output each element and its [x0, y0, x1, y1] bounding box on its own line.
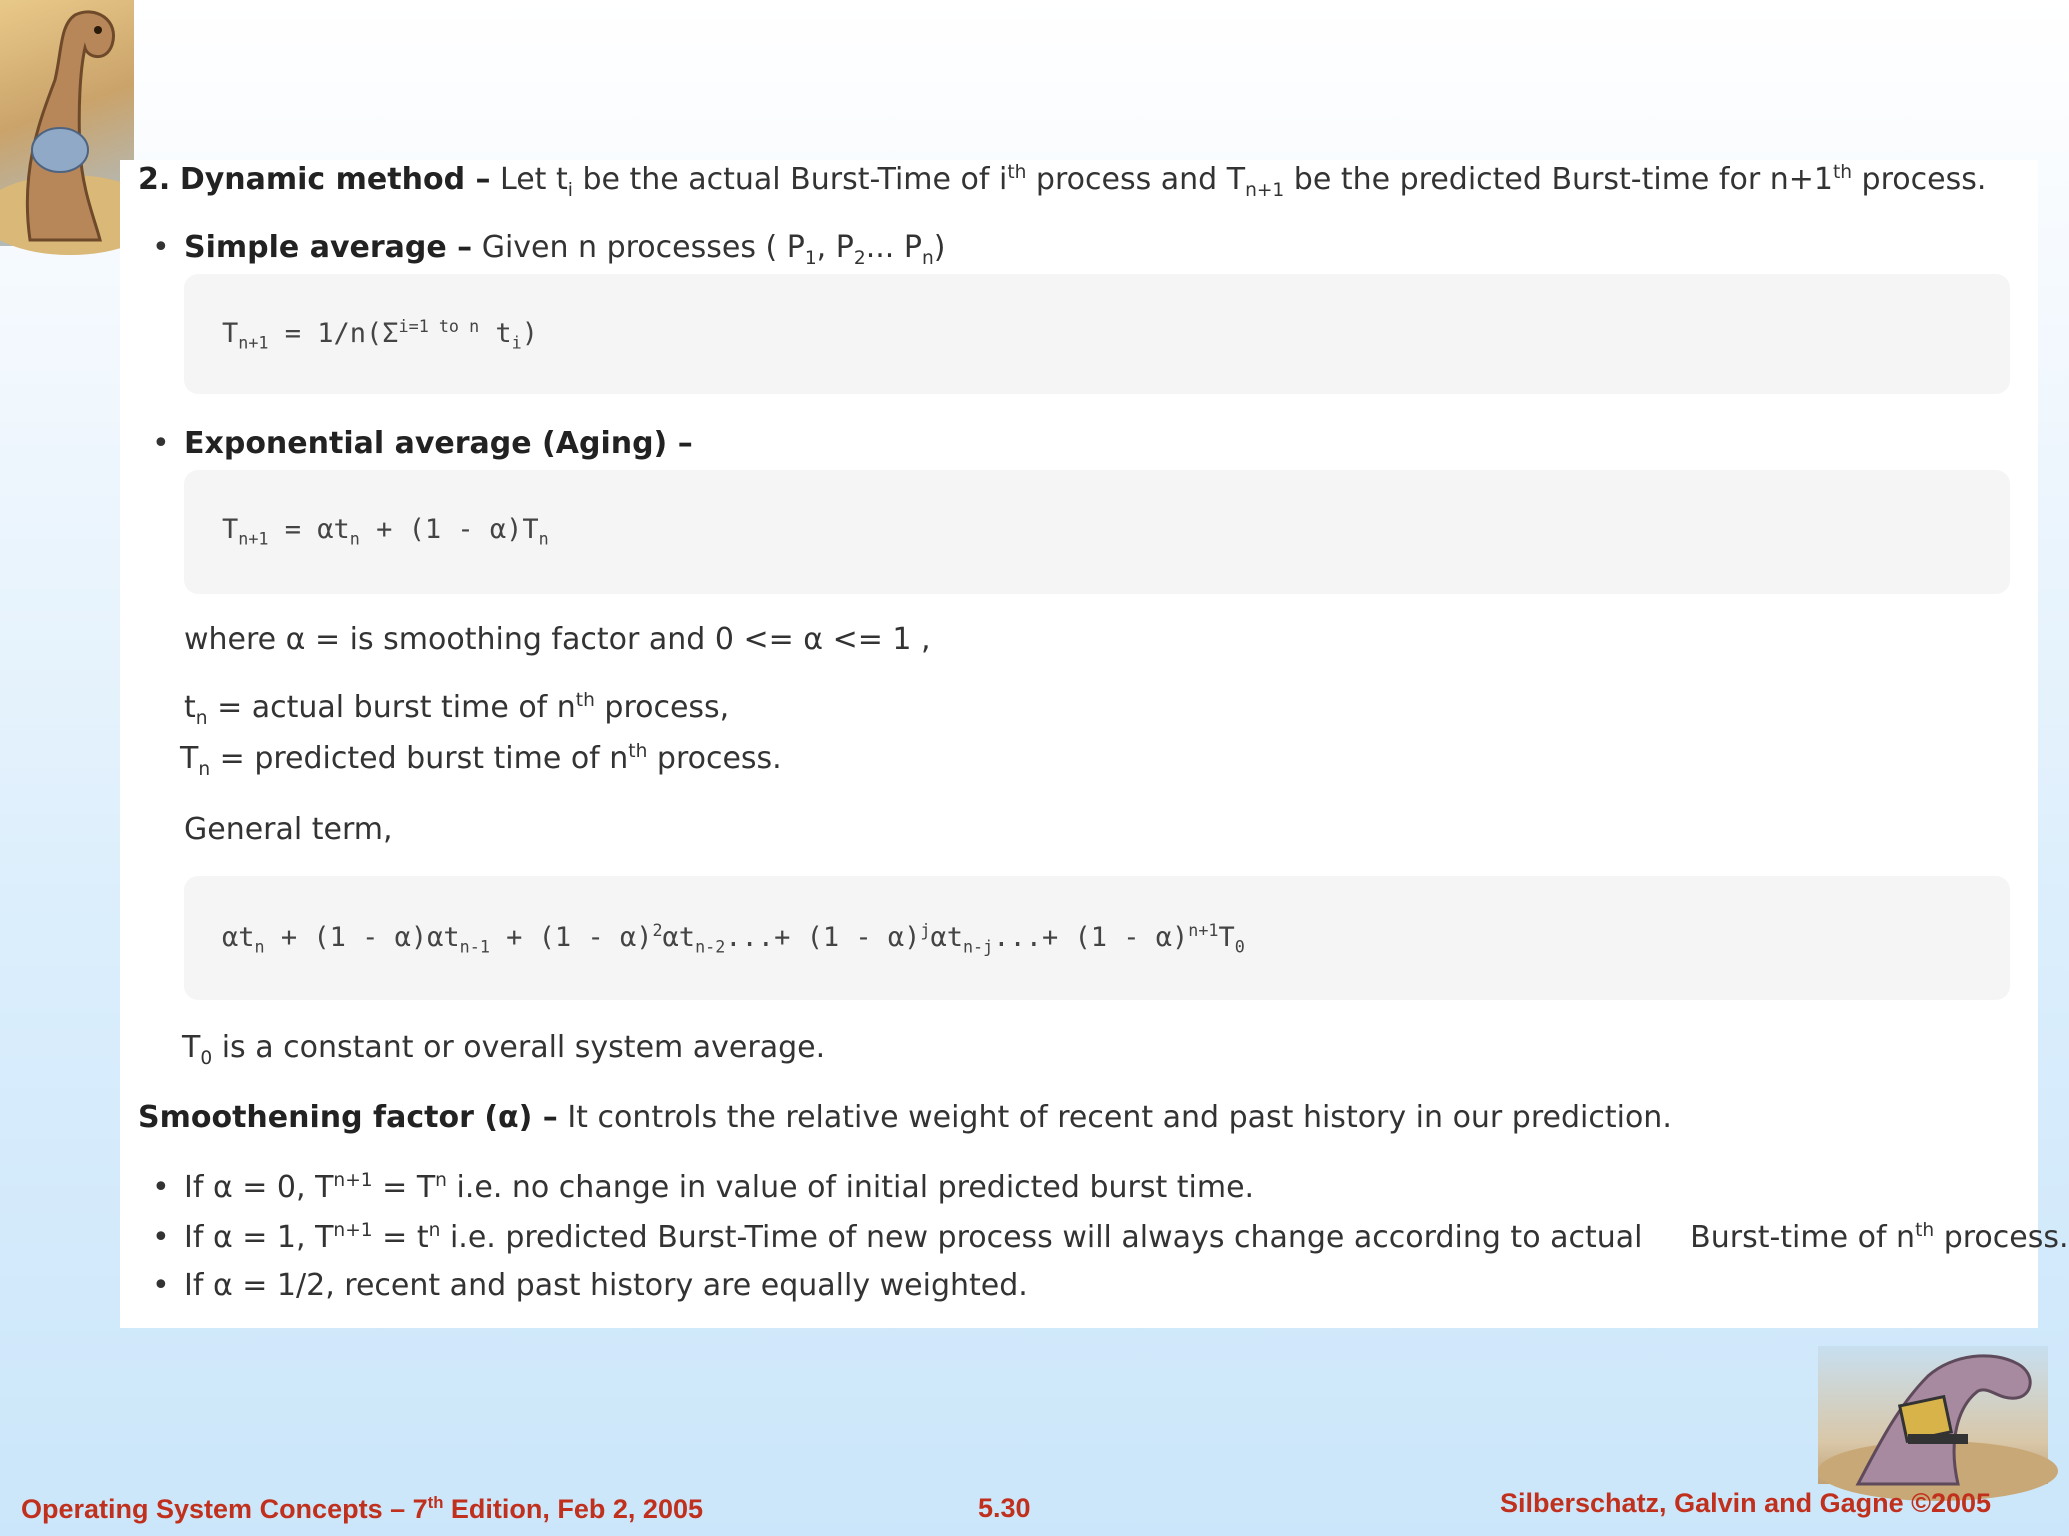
heading-sub: n+1 [1245, 180, 1285, 201]
where-line: where α = is smoothing factor and 0 <= α <= 1 , [184, 622, 931, 657]
formula-part: + (1 - α)αt [264, 922, 460, 953]
def-part: is a constant or overall system average. [212, 1030, 826, 1065]
smoothening-title: Smoothening factor (α) – [138, 1100, 558, 1135]
formula-part: T [222, 514, 239, 545]
case-sup: n+1 [333, 1170, 373, 1191]
smoothening-factor-line [138, 1100, 1672, 1135]
bullet-icon: • [152, 426, 170, 461]
heading-text: process. [1852, 162, 1987, 197]
def-part: = actual burst time of n [207, 690, 576, 725]
def-sup: th [628, 741, 648, 762]
def-part: T [182, 1030, 201, 1065]
formula-sub: n [538, 528, 549, 549]
footer-authors: Silberschatz, Galvin and Gagne ©2005 [1500, 1488, 1992, 1518]
bullet-icon: • [152, 1170, 170, 1205]
formula-part: T [1218, 922, 1235, 953]
heading-text: be the predicted Burst-time for n+1 [1284, 162, 1833, 197]
formula-sub: n+1 [238, 332, 269, 353]
formula-sub: n-2 [695, 936, 726, 957]
case-alpha-1 [184, 1220, 2069, 1255]
def-sub: n [195, 708, 208, 729]
footer-text: Operating System Concepts – 7 [21, 1494, 428, 1524]
simple-text: ... P [865, 230, 922, 265]
general-term-label: General term, [184, 812, 393, 847]
exponential-average-title: Exponential average (Aging) – [184, 426, 693, 461]
simple-sub: 1 [804, 248, 817, 269]
heading-sup: th [1007, 162, 1027, 183]
simple-average-formula-box [184, 274, 2010, 394]
simple-sub: 2 [853, 248, 866, 269]
formula-sub: n [254, 936, 265, 957]
t0-definition [182, 1030, 825, 1069]
case-part: process. [1934, 1220, 2069, 1255]
formula-sub: n-j [962, 936, 994, 957]
formula-part: + (1 - α) [489, 922, 653, 953]
heading-text: be the actual Burst-Time of i [572, 162, 1008, 197]
footer-text: Edition, Feb 2, 2005 [443, 1494, 703, 1524]
footer-book-title [21, 1493, 703, 1525]
def-part: = predicted burst time of n [210, 741, 629, 776]
formula-part: ...+ (1 - α) [993, 922, 1189, 953]
case-sup: th [1915, 1220, 1935, 1241]
formula-part: + (1 - α)T [359, 514, 539, 545]
formula-part: ...+ (1 - α) [725, 922, 921, 953]
def-sub: n [198, 759, 211, 780]
formula-part: = 1/n(Σ [268, 318, 399, 349]
exponential-average-line [184, 426, 693, 461]
dinosaur-laptop-image [1818, 1346, 2048, 1484]
case-part: = t [372, 1220, 429, 1255]
formula-sub: n-1 [459, 936, 490, 957]
heading-title: Dynamic method – [179, 162, 491, 197]
def-part: process. [647, 741, 782, 776]
heading-text: Let t [490, 162, 568, 197]
formula-part: ) [521, 318, 539, 349]
formula-sup: j [920, 920, 931, 940]
case-part: i.e. predicted Burst-Time of new process will always change according to actual Burst-time of n [440, 1220, 1916, 1255]
def-part: process, [594, 690, 730, 725]
formula-sub: n+1 [238, 528, 269, 549]
simple-text: ) [933, 230, 946, 265]
exponential-average-formula [222, 514, 549, 548]
def-sup: th [575, 690, 595, 711]
heading-sup: th [1832, 162, 1853, 183]
formula-part: T [222, 318, 239, 349]
case-part: If α = 1/2, recent and past history are equally weighted. [184, 1268, 1028, 1303]
simple-text: Given n processes ( P [472, 230, 805, 265]
def-part: t [184, 690, 196, 725]
smoothening-text: It controls the relative weight of recent and past history in our prediction. [557, 1100, 1672, 1135]
case-alpha-0 [184, 1170, 1254, 1205]
formula-part: t [479, 318, 512, 349]
general-term-formula-box [184, 876, 2010, 1000]
case-part: = T [372, 1170, 436, 1205]
heading-number: 2. [138, 162, 171, 197]
formula-part: = αt [268, 514, 350, 545]
case-alpha-half [184, 1268, 1028, 1303]
bullet-icon: • [152, 1220, 170, 1255]
heading-sub: i [567, 180, 573, 201]
simple-average-formula [222, 316, 538, 352]
tn-definition [184, 690, 729, 729]
heading-text: process and T [1026, 162, 1246, 197]
case-sup: n+1 [333, 1220, 373, 1241]
dynamic-method-heading [138, 162, 1986, 201]
content-panel [120, 160, 2069, 1328]
formula-sub: 0 [1234, 936, 1245, 957]
simple-average-line [184, 230, 945, 269]
simple-sub: n [921, 248, 934, 269]
general-term-formula [222, 920, 1245, 956]
formula-sub: n [349, 528, 360, 549]
formula-sup: n+1 [1188, 920, 1219, 940]
dinosaur-mascot-image [0, 0, 134, 246]
case-part: If α = 0, T [184, 1170, 334, 1205]
footer-sup: th [427, 1493, 444, 1512]
case-part: If α = 1, T [184, 1220, 334, 1255]
def-part: T [180, 741, 199, 776]
Tn-definition [180, 741, 782, 780]
formula-part: αt [222, 922, 255, 953]
case-sup: n [435, 1170, 447, 1191]
def-sub: 0 [200, 1048, 213, 1069]
simple-average-title: Simple average – [184, 230, 473, 265]
footer-slide-number: 5.30 [978, 1493, 1031, 1523]
formula-part: αt [662, 922, 696, 953]
formula-sup: 2 [652, 920, 663, 940]
case-part: i.e. no change in value of initial predicted burst time. [446, 1170, 1255, 1205]
formula-part: αt [930, 922, 963, 953]
formula-sub: i [511, 332, 522, 353]
bullet-icon: • [152, 1268, 170, 1303]
exponential-average-formula-box [184, 470, 2010, 594]
simple-text: , P [816, 230, 854, 265]
bullet-icon: • [152, 230, 170, 265]
case-sup: n [428, 1220, 441, 1241]
formula-sup: i=1 to n [398, 316, 480, 336]
